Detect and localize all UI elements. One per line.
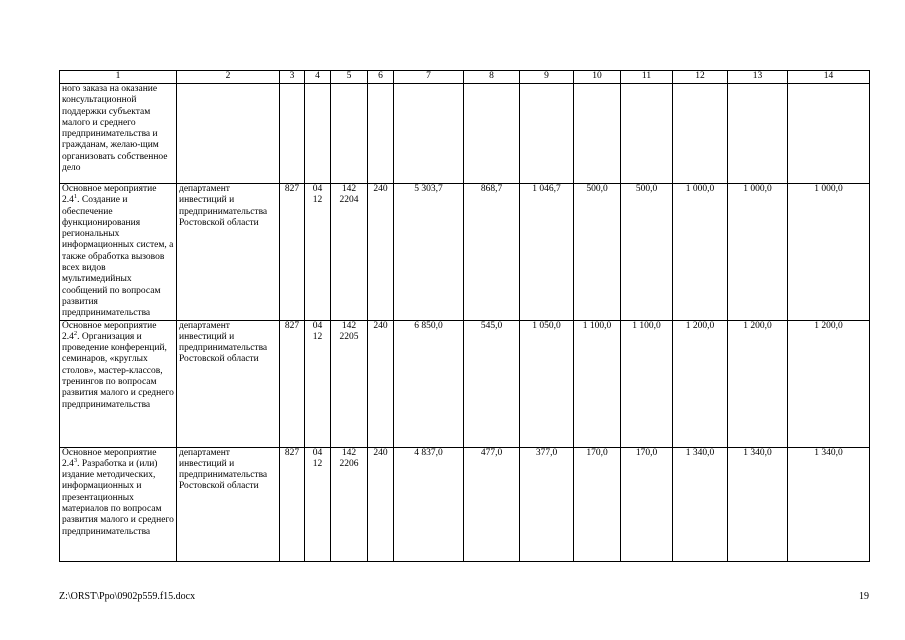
cell-col-5 bbox=[331, 84, 368, 184]
cell-col-6 bbox=[368, 84, 394, 184]
cell-col-12: 1 340,0 bbox=[673, 447, 728, 561]
cell-col-8: 868,7 bbox=[464, 184, 520, 321]
cell-col-7 bbox=[394, 84, 464, 184]
activity-description bbox=[60, 184, 177, 321]
cell-col-4: 04 12 bbox=[305, 184, 331, 321]
activity-text: . Организация и проведение конференций, семинаров, «круглых столов», мастер-классов, тренингов по вопросам развития малого и среднего предпринимательства bbox=[62, 331, 174, 410]
activity-footnote-mark: 2 bbox=[73, 329, 78, 337]
column-header-5: 5 bbox=[331, 71, 368, 84]
cell-col-8: 545,0 bbox=[464, 320, 520, 447]
cell-col-13: 1 000,0 bbox=[728, 184, 788, 321]
activity-title: ного заказа на оказание консультационной поддержки субъектам малого и среднего предпринимательства и гражданам, желаю-щим организовать собственное дело bbox=[62, 84, 168, 174]
activity-title: Основное мероприятие 2.4 bbox=[62, 320, 157, 342]
column-header-3: 3 bbox=[280, 71, 305, 84]
cell-col-5: 142 2204 bbox=[331, 184, 368, 321]
activity-footnote-mark: 3 bbox=[73, 456, 78, 464]
cell-col-3: 827 bbox=[280, 184, 305, 321]
cell-col-6: 240 bbox=[368, 447, 394, 561]
table-row bbox=[60, 184, 870, 321]
cell-col-4: 04 12 bbox=[305, 447, 331, 561]
column-header-12: 12 bbox=[673, 71, 728, 84]
cell-col-6: 240 bbox=[368, 320, 394, 447]
cell-col-4: 04 12 bbox=[305, 320, 331, 447]
header-row bbox=[60, 71, 870, 84]
cell-col-5: 142 2205 bbox=[331, 320, 368, 447]
activity-text: . Разработка и (или) издание методических, информационных и презентационных материалов по вопросам развития малого и среднего предпринимательства bbox=[62, 458, 174, 537]
cell-col-11: 500,0 bbox=[621, 184, 673, 321]
column-header-4: 4 bbox=[305, 71, 331, 84]
cell-col-10: 170,0 bbox=[574, 447, 621, 561]
cell-col-3: 827 bbox=[280, 447, 305, 561]
column-header-8: 8 bbox=[464, 71, 520, 84]
cell-col-11: 170,0 bbox=[621, 447, 673, 561]
responsible-executor: департамент инвестиций и предпринимательства Ростовской области bbox=[177, 447, 280, 561]
activity-description bbox=[60, 84, 177, 184]
table-row bbox=[60, 447, 870, 561]
cell-col-7: 4 837,0 bbox=[394, 447, 464, 561]
cell-col-12 bbox=[673, 84, 728, 184]
cell-col-12: 1 000,0 bbox=[673, 184, 728, 321]
footer-page-number: 19 bbox=[859, 591, 869, 602]
cell-col-5: 142 2206 bbox=[331, 447, 368, 561]
cell-col-4 bbox=[305, 84, 331, 184]
activity-title: Основное мероприятие 2.4 bbox=[62, 447, 157, 469]
cell-col-13: 1 200,0 bbox=[728, 320, 788, 447]
responsible-executor bbox=[177, 84, 280, 184]
column-header-6: 6 bbox=[368, 71, 394, 84]
activity-footnote-mark: 1 bbox=[73, 193, 78, 201]
column-header-9: 9 bbox=[520, 71, 574, 84]
responsible-executor: департамент инвестиций и предпринимательства Ростовской области bbox=[177, 320, 280, 447]
table-row bbox=[60, 84, 870, 184]
cell-col-7: 6 850,0 bbox=[394, 320, 464, 447]
cell-col-11: 1 100,0 bbox=[621, 320, 673, 447]
column-header-2: 2 bbox=[177, 71, 280, 84]
cell-col-9 bbox=[520, 84, 574, 184]
footer-file-path: Z:\ORST\Ppo\0902p559.f15.docx bbox=[59, 591, 196, 602]
cell-col-9: 377,0 bbox=[520, 447, 574, 561]
column-header-14: 14 bbox=[788, 71, 870, 84]
cell-col-10: 500,0 bbox=[574, 184, 621, 321]
cell-col-9: 1 046,7 bbox=[520, 184, 574, 321]
cell-col-9: 1 050,0 bbox=[520, 320, 574, 447]
cell-col-6: 240 bbox=[368, 184, 394, 321]
cell-col-12: 1 200,0 bbox=[673, 320, 728, 447]
cell-col-10: 1 100,0 bbox=[574, 320, 621, 447]
cell-col-14: 1 340,0 bbox=[788, 447, 870, 561]
cell-col-3: 827 bbox=[280, 320, 305, 447]
cell-col-13: 1 340,0 bbox=[728, 447, 788, 561]
column-header-1: 1 bbox=[60, 71, 177, 84]
column-header-13: 13 bbox=[728, 71, 788, 84]
cell-col-14: 1 200,0 bbox=[788, 320, 870, 447]
activity-text: . Создание и обеспечение функционирования региональных информационных систем, а также обработка вызовов всех видов мультимедийных сообщений по вопросам развития предпринимательства bbox=[62, 195, 174, 319]
cell-col-3 bbox=[280, 84, 305, 184]
activity-title: Основное мероприятие 2.4 bbox=[62, 184, 157, 206]
table-row bbox=[60, 320, 870, 447]
cell-col-7: 5 303,7 bbox=[394, 184, 464, 321]
column-header-11: 11 bbox=[621, 71, 673, 84]
budget-table bbox=[59, 70, 870, 562]
activity-description bbox=[60, 447, 177, 561]
cell-col-8 bbox=[464, 84, 520, 184]
responsible-executor: департамент инвестиций и предпринимательства Ростовской области bbox=[177, 184, 280, 321]
cell-col-14 bbox=[788, 84, 870, 184]
column-header-7: 7 bbox=[394, 71, 464, 84]
cell-col-13 bbox=[728, 84, 788, 184]
activity-description bbox=[60, 320, 177, 447]
cell-col-8: 477,0 bbox=[464, 447, 520, 561]
cell-col-14: 1 000,0 bbox=[788, 184, 870, 321]
cell-col-11 bbox=[621, 84, 673, 184]
column-header-10: 10 bbox=[574, 71, 621, 84]
cell-col-10 bbox=[574, 84, 621, 184]
